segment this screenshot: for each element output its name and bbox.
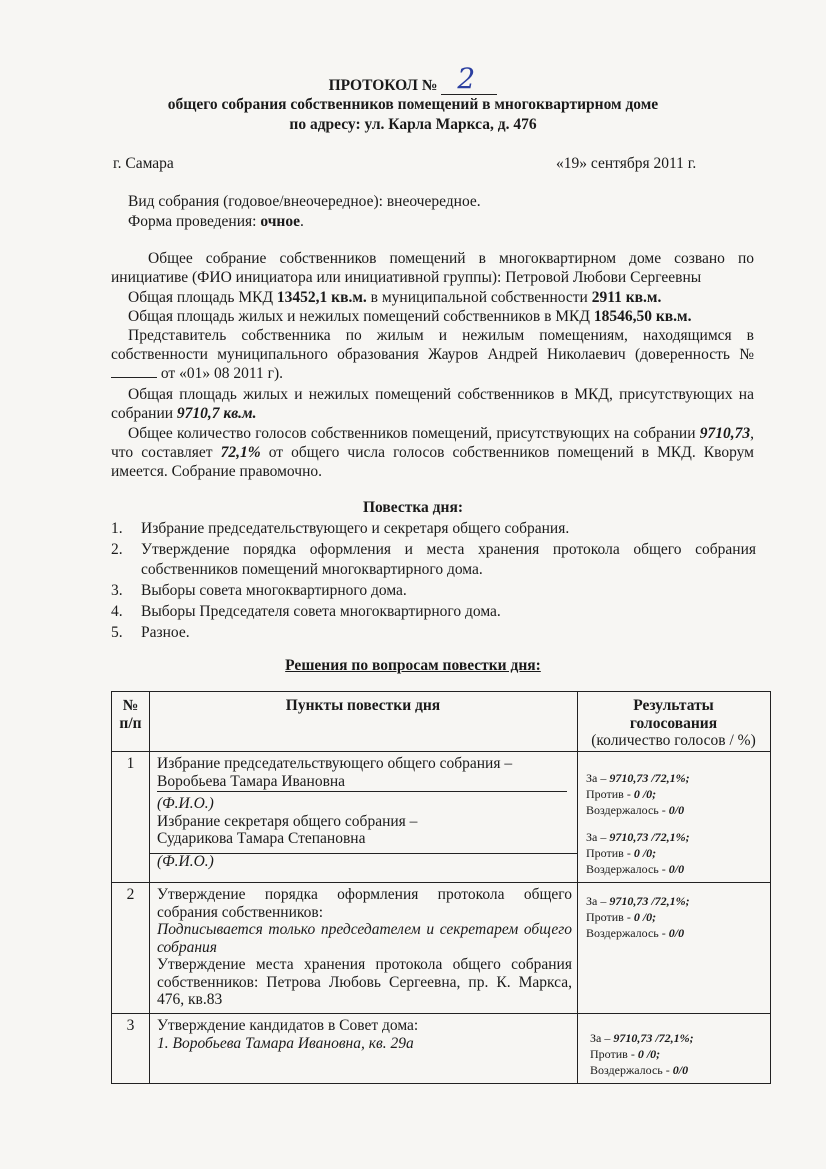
date: «19» сентября 2011 г. — [556, 155, 697, 172]
agenda-item: 5. Разное. — [111, 623, 190, 641]
decisions-title: Решения по вопросам повестки дня: — [285, 657, 541, 674]
initiator-paragraph: Общее собрание собственников помещений в многоквартирном доме созвано по инициативе (ФИО инициатора или инициативной группы): Петровой Любови Сергеевны — [111, 250, 754, 287]
protocol-title: ПРОТОКОЛ № 2 — [0, 74, 826, 95]
vote-results: За – 9710,73 /72,1%; Против - 0 /0; Воздержалось - 0/0 — [586, 894, 690, 940]
area-total-paragraph: Общая площадь МКД 13452,1 кв.м. в муниципальной собственности 2911 кв.м. — [128, 289, 662, 306]
protocol-number-line — [441, 62, 497, 95]
agenda-item: 1. Избрание председательствующего и секретаря общего собрания. — [111, 520, 570, 537]
table-divider — [112, 751, 770, 752]
meeting-form: Форма проведения: очное. — [128, 213, 304, 230]
table-header-results: Результаты голосования (количество голосов / %) — [591, 697, 756, 749]
agenda-item: 2. Утверждение порядка оформления и места хранения протокола общего собрания собственников помещений многоквартирного дома. — [111, 541, 756, 578]
protocol-number: 2 — [457, 62, 476, 95]
city: г. Самара — [113, 155, 174, 172]
agenda-title: Повестка дня: — [363, 499, 463, 516]
table-divider — [112, 1013, 770, 1014]
agenda-item: 4. Выборы Председателя совета многоквартирного дома. — [111, 602, 501, 620]
order-approval: Утверждение порядка оформления протокола общего собрания собственников: Подписывается только председателем и секретарем общего собрания Утверждение места хранения протокола общего собрания собственников: Петрова Любовь Сергеевна, пр. К. Маркса, 476, кв.83 — [157, 886, 572, 1008]
protocol-subtitle: общего собрания собственников помещений в многоквартирном доме — [167, 96, 659, 113]
representative-paragraph: Представитель собственника по жилым и нежилым помещениям, находящимся в собственности муниципального образования Жауров Андрей Николаевич (доверенность № от «01» 08 2011 г). — [111, 327, 754, 383]
council-candidates: Утверждение кандидатов в Совет дома: 1. Воробьева Тамара Ивановна, кв. 29а — [157, 1017, 419, 1052]
chair-election: Избрание председательствующего общего собрания – Воробьева Тамара Ивановна (Ф.И.О.) Избрание секретаря общего собрания – Сударикова Тамара Степановна (Ф.И.О.) — [157, 755, 513, 870]
votes-paragraph: Общее количество голосов собственников помещений, присутствующих на собрании 9710,73, что составляет 72,1% от общего числа голосов собственников помещений в МКД. Кворум имеется. Собрание правомочно. — [111, 425, 754, 481]
vote-results: За – 9710,73 /72,1%; Против - 0 /0; Воздержалось - 0/0 — [586, 771, 690, 817]
row-number: 2 — [126, 886, 135, 903]
meeting-type: Вид собрания (годовое/внеочередное): внеочередное. — [128, 193, 481, 210]
row-number: 3 — [126, 1017, 135, 1034]
decisions-table — [111, 691, 771, 1084]
area-owners-paragraph: Общая площадь жилых и нежилых помещений собственников в МКД 18546,50 кв.м. — [128, 308, 692, 325]
vote-results: За – 9710,73 /72,1%; Против - 0 /0; Воздержалось - 0/0 — [590, 1031, 694, 1077]
present-area-paragraph: Общая площадь жилых и нежилых помещений собственников в МКД, присутствующих на собрании 9710,7 кв.м. — [111, 386, 754, 423]
agenda-list — [111, 519, 756, 644]
table-header-items: Пункты повестки дня — [285, 697, 441, 714]
vote-results: За – 9710,73 /72,1%; Против - 0 /0; Воздержалось - 0/0 — [586, 830, 690, 876]
row-number: 1 — [126, 755, 135, 772]
power-of-attorney-blank — [111, 365, 157, 378]
table-divider — [112, 882, 770, 883]
table-header-number: № п/п — [119, 697, 142, 732]
protocol-address: по адресу: ул. Карла Маркса, д. 476 — [289, 116, 537, 133]
agenda-item: 3. Выборы совета многоквартирного дома. — [111, 581, 407, 599]
